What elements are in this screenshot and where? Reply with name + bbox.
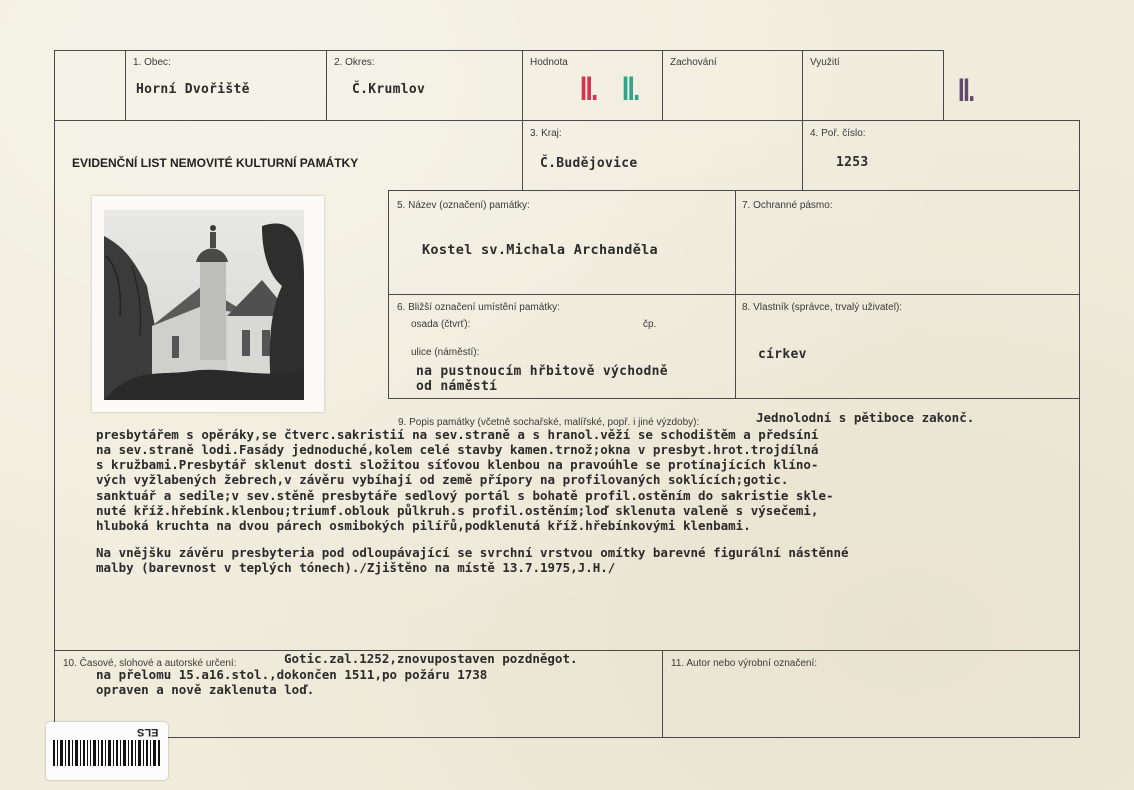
rule — [54, 50, 55, 120]
ulice-value-line1: na pustnoucím hřbitově východně — [416, 364, 668, 379]
barcode-text: ELS — [136, 726, 158, 738]
kraj-label: 3. Kraj: — [530, 128, 562, 139]
casove-line: na přelomu 15.a16.stol.,dokončen 1511,po požáru 1738 — [96, 667, 488, 682]
rule — [326, 50, 327, 120]
rule — [54, 50, 944, 51]
monument-photo — [92, 196, 324, 412]
rule — [662, 50, 663, 120]
rule — [54, 120, 55, 738]
church-photo-image — [92, 196, 324, 412]
por-cislo-value: 1253 — [836, 155, 869, 170]
popis-line: Na vnějšku závěru presbyteria pod odloupávající se svrchní vrstvou omítky barevné figurální nástěnné — [96, 545, 849, 560]
rule — [1079, 120, 1080, 738]
rule — [54, 737, 1080, 738]
barcode-icon — [53, 740, 161, 766]
barcode-sticker — [46, 722, 168, 780]
osada-label: osada (čtvrť): — [411, 319, 471, 330]
zachovani-label: Zachování — [670, 57, 717, 68]
okres-value: Č.Krumlov — [352, 82, 426, 97]
vlastnik-value: církev — [758, 347, 807, 362]
popis-line: na sev.straně lodi.Fasády jednoduché,kolem celé stavby kamen.trnož;okna v presbyt.hrot.trojdílná — [96, 442, 819, 457]
ochranne-pasmo-label: 7. Ochranné pásmo: — [742, 200, 833, 211]
popis-line: hluboká kruchta na dvou párech osmibokých pilířů,podklenutá kříž.hřebínkovými klenbami. — [96, 518, 751, 533]
cp-label: čp. — [643, 319, 657, 330]
popis-line: s kružbami.Presbytář sklenut dosti složitou síťovou klenbou na pravoúhle se protínajících klíno- — [96, 457, 819, 472]
casove-line: opraven a nově zaklenuta loď. — [96, 682, 315, 697]
hodnota-stamp-green: II. — [622, 70, 639, 108]
hodnota-label: Hodnota — [530, 57, 568, 68]
popis-line: nuté kříž.hřebínk.klenbou;triumf.oblouk půlkruh.s profil.ostěním;loď sklenuta valeně s výsečemi, — [96, 503, 819, 518]
obec-label: 1. Obec: — [133, 57, 171, 68]
nazev-value: Kostel sv.Michala Archanděla — [422, 242, 658, 258]
vyuziti-stamp: II. — [958, 72, 974, 108]
ulice-label: ulice (náměstí): — [411, 347, 480, 358]
vyuziti-label: Využití — [810, 57, 840, 68]
nazev-label: 5. Název (označení) památky: — [397, 200, 530, 211]
autor-label: 11. Autor nebo výrobní označení: — [671, 658, 818, 669]
casove-line: Gotic.zal.1252,znovupostaven pozdněgot. — [284, 651, 578, 666]
obec-value: Horní Dvořiště — [136, 82, 250, 97]
popis-line: presbytářem s opěráky,se čtverc.sakristií na sev.straně a s hranol.věží se schodištěm a předsíní — [96, 427, 819, 442]
casove-label: 10. Časové, slohové a autorské určení: — [63, 658, 237, 669]
rule — [943, 50, 944, 120]
popis-line: sanktuář a sedile;v sev.stěně presbytáře sedlový portál s bohatě profil.ostěním do sakristie skle- — [96, 488, 834, 503]
popis-line: malby (barevnost v teplých tónech)./Zjištěno na místě 13.7.1975,J.H./ — [96, 560, 616, 575]
hodnota-stamp-red: II. — [580, 70, 597, 108]
rule — [54, 120, 1080, 121]
vlastnik-label: 8. Vlastník (správce, trvalý uživatel): — [742, 302, 903, 313]
ulice-value-line2: od náměstí — [416, 379, 498, 394]
rule — [662, 650, 663, 738]
por-cislo-label: 4. Poř. číslo: — [810, 128, 866, 139]
form-title: EVIDENČNÍ LIST NEMOVITÉ KULTURNÍ PAMÁTKY — [72, 156, 359, 170]
popis-label: 9. Popis památky (včetně sochařské, malířské, popř. i jiné výzdoby): — [398, 417, 700, 428]
kraj-value: Č.Budějovice — [540, 156, 638, 171]
rule — [388, 190, 1080, 191]
rule — [125, 50, 126, 120]
popis-line: vých vyžlabených žebrech,v závěru vybíhají od země přípory na profilovaných soklících;gotic. — [96, 472, 789, 487]
okres-label: 2. Okres: — [334, 57, 375, 68]
blizsi-oznaceni-label: 6. Bližší označení umístění památky: — [397, 302, 560, 313]
rule — [388, 398, 1080, 399]
popis-line: Jednolodní s pětiboce zakonč. — [756, 410, 975, 425]
rule — [388, 294, 1080, 295]
